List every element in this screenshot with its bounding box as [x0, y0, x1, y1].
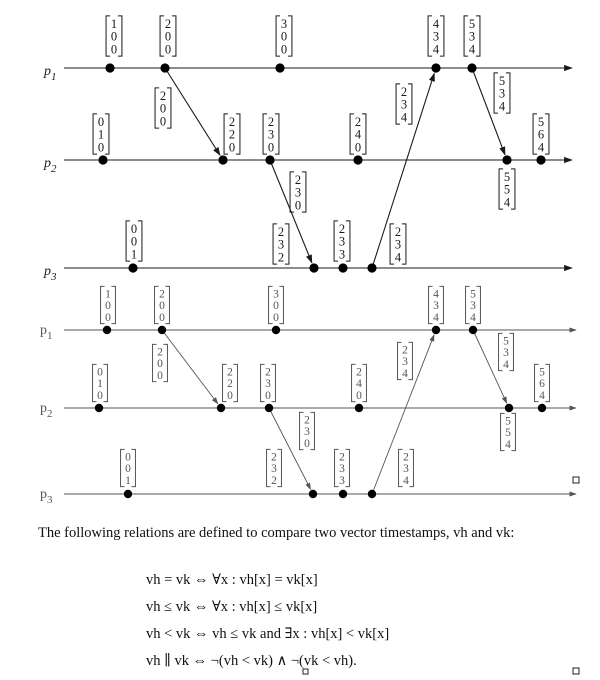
vector-component: 3 [470, 300, 476, 313]
vector-component: 1 [105, 288, 111, 301]
bracket-left [267, 449, 271, 486]
vector-component: 5 [539, 366, 545, 379]
event-dot-e34 [367, 263, 376, 272]
vector-component: 4 [505, 438, 511, 451]
event-dot-e21 [98, 155, 107, 164]
vector-component: 0 [130, 234, 138, 249]
vector-component: 3 [400, 97, 408, 112]
bracket-right [402, 224, 406, 264]
event-vector-e23 [263, 114, 279, 154]
bracket-right [511, 413, 515, 450]
event-vector-e24 [350, 114, 366, 154]
vector-component: 0 [110, 42, 118, 57]
end-mark [573, 477, 579, 483]
event-dot-e11 [103, 326, 111, 334]
vector-component: 0 [157, 369, 163, 382]
bracket-left [352, 364, 356, 401]
bracket-left [101, 286, 105, 323]
vector-component: 3 [338, 234, 346, 249]
vector-component: 2 [402, 344, 408, 357]
vector-component: 0 [354, 140, 362, 155]
vector-component: 2 [159, 288, 165, 301]
vector-component: 3 [468, 29, 476, 44]
message-vector [499, 333, 514, 370]
bracket-left [153, 344, 157, 381]
vector-component: 4 [468, 42, 476, 57]
bracket-right [476, 286, 480, 323]
end-mark-bottom [573, 668, 579, 674]
event-dot-e22 [218, 155, 227, 164]
bracket-right [545, 114, 549, 154]
event-vector-e21 [93, 364, 108, 401]
bracket-right [279, 286, 283, 323]
bracket-left [335, 449, 339, 486]
event-dot-e12 [158, 326, 166, 334]
event-dot-e22 [217, 404, 225, 412]
bracket-right [545, 364, 549, 401]
event-vector-e32 [267, 449, 282, 486]
event-dot-e26 [536, 155, 545, 164]
vector-component: 4 [356, 378, 362, 391]
bracket-right [408, 84, 412, 124]
bracket-left [533, 114, 537, 154]
vector-component: 4 [470, 311, 476, 324]
event-vector-e25 [499, 169, 515, 209]
bracket-left [499, 333, 503, 370]
event-dot-e14 [432, 326, 440, 334]
bracket-right [440, 16, 444, 56]
intro-paragraph: The following relations are defined to compare two vector timestamps, vh and vk: [38, 525, 515, 541]
vector-component: 4 [432, 16, 440, 31]
bracket-left [106, 16, 110, 56]
vector-component: 2 [164, 16, 172, 31]
vector-component: 0 [159, 101, 167, 116]
event-dot-e15 [469, 326, 477, 334]
bracket-left [269, 286, 273, 323]
vector-component: 5 [503, 182, 511, 197]
vector-component: 3 [339, 463, 345, 476]
event-vector-e15 [466, 286, 481, 323]
process-label-p1: $p_1$ [44, 64, 57, 83]
vector-component: 4 [503, 358, 509, 371]
vector-component: 0 [280, 42, 288, 57]
bracket-right [476, 16, 480, 56]
event-vector-e12 [160, 16, 176, 56]
vector-component: 4 [403, 474, 409, 487]
bracket-right [275, 114, 279, 154]
message-vector [398, 342, 413, 379]
bracket-right [288, 16, 292, 56]
vector-component: 2 [265, 366, 271, 379]
relation-equal: vh = vk ⇔ ∀x : vh[x] = vk[x] [146, 572, 318, 588]
event-dot-e12 [160, 63, 169, 72]
event-vector-e11 [106, 16, 122, 56]
vector-component: 0 [164, 42, 172, 57]
vector-component: 0 [280, 29, 288, 44]
vector-component: 5 [537, 114, 545, 129]
vector-component: 3 [273, 288, 279, 301]
event-vector-e34 [390, 224, 406, 264]
bracket-right [409, 449, 413, 486]
event-dot-e31 [128, 263, 137, 272]
vector-component: 4 [354, 127, 362, 142]
event-dot-e25 [502, 155, 511, 164]
message-vector [396, 84, 412, 124]
bracket-right [302, 172, 306, 212]
bracket-left [224, 114, 228, 154]
vector-component: 1 [130, 247, 138, 262]
bracket-left [535, 364, 539, 401]
vector-component: 4 [433, 288, 439, 301]
vector-component: 4 [432, 42, 440, 57]
vector-component: 2 [277, 250, 285, 265]
event-dot-e11 [105, 63, 114, 72]
event-vector-e33 [334, 221, 350, 261]
bracket-right [118, 16, 122, 56]
vector-component: 3 [394, 237, 402, 252]
vector-component: 0 [97, 140, 105, 155]
event-vector-e31 [121, 449, 136, 486]
bracket-left [396, 84, 400, 124]
bracket-right [236, 114, 240, 154]
event-vector-e15 [464, 16, 480, 56]
event-dot-e34 [368, 490, 376, 498]
process-label-p2: $p_2$ [40, 401, 53, 420]
vector-component: 3 [498, 86, 506, 101]
bracket-right [506, 73, 510, 113]
vector-component: 2 [294, 172, 302, 187]
vector-component: 0 [159, 311, 165, 324]
vector-component: 3 [402, 356, 408, 369]
event-dot-e24 [355, 404, 363, 412]
vector-component: 3 [304, 426, 310, 439]
vector-component: 0 [125, 451, 131, 464]
vector-component: 4 [539, 389, 545, 402]
bracket-left [273, 224, 277, 264]
bracket-left [155, 286, 159, 323]
bracket-right [131, 449, 135, 486]
vector-component: 0 [273, 300, 279, 313]
vector-component: 2 [277, 224, 285, 239]
diagram-top [43, 16, 572, 283]
bracket-left [276, 16, 280, 56]
vector-component: 3 [294, 185, 302, 200]
bracket-right [346, 221, 350, 261]
bracket-right [103, 364, 107, 401]
event-vector-e14 [429, 286, 444, 323]
vector-component: 3 [271, 463, 277, 476]
bracket-right [345, 449, 349, 486]
bracket-left [494, 73, 498, 113]
bracket-left [334, 221, 338, 261]
message-vector [290, 172, 306, 212]
vector-component: 4 [433, 311, 439, 324]
bracket-right [167, 88, 171, 128]
bracket-left [350, 114, 354, 154]
message-arrow [162, 330, 218, 404]
bracket-right [509, 333, 513, 370]
bracket-right [105, 114, 109, 154]
event-dot-e31 [124, 490, 132, 498]
vector-component: 3 [339, 474, 345, 487]
relation-less: vh < vk ⇔ vh ≤ vk and ∃x : vh[x] < vk[x] [146, 626, 390, 642]
vector-component: 0 [105, 300, 111, 313]
bracket-left [501, 413, 505, 450]
bracket-left [155, 88, 159, 128]
vector-component: 0 [265, 389, 271, 402]
vector-component: 0 [304, 437, 310, 450]
vector-component: 0 [273, 311, 279, 324]
vector-component: 5 [468, 16, 476, 31]
process-label-p3: $p_3$ [40, 487, 53, 506]
vector-component: 2 [267, 114, 275, 129]
vector-component: 2 [228, 127, 236, 142]
bracket-right [511, 169, 515, 209]
vector-component: 6 [537, 127, 545, 142]
bracket-right [285, 224, 289, 264]
vector-component: 1 [125, 474, 131, 487]
vector-component: 2 [271, 451, 277, 464]
vector-component: 5 [498, 73, 506, 88]
event-dot-e13 [275, 63, 284, 72]
message-vector [155, 88, 171, 128]
vector-component: 2 [338, 221, 346, 236]
event-dot-e33 [338, 263, 347, 272]
event-dot-e14 [431, 63, 440, 72]
bracket-left [466, 286, 470, 323]
vector-component: 5 [505, 427, 511, 440]
vector-component: 0 [97, 389, 103, 402]
bracket-left [300, 412, 304, 449]
bracket-left [399, 449, 403, 486]
event-dot-e33 [339, 490, 347, 498]
vector-component: 3 [433, 300, 439, 313]
vector-component: 3 [265, 378, 271, 391]
bracket-left [398, 342, 402, 379]
vector-component: 4 [503, 195, 511, 210]
event-vector-e14 [428, 16, 444, 56]
vector-component: 0 [159, 114, 167, 129]
vector-component: 2 [228, 114, 236, 129]
vector-component: 0 [164, 29, 172, 44]
bracket-left [464, 16, 468, 56]
event-dot-e15 [467, 63, 476, 72]
event-vector-e21 [93, 114, 109, 154]
process-label-p2: $p_2$ [44, 156, 57, 175]
vector-component: 0 [227, 389, 233, 402]
event-vector-e12 [155, 286, 170, 323]
vector-component: 2 [403, 451, 409, 464]
vector-component: 3 [338, 247, 346, 262]
vector-component: 0 [125, 463, 131, 476]
event-dot-e13 [272, 326, 280, 334]
vector-component: 0 [130, 221, 138, 236]
bracket-left [263, 114, 267, 154]
bracket-right [439, 286, 443, 323]
event-vector-e24 [352, 364, 367, 401]
event-vector-e13 [269, 286, 284, 323]
relation-concurrent: vh ∥ vk ⇔ ¬(vh < vk) ∧ ¬(vk < vh). [146, 653, 357, 669]
bracket-right [111, 286, 115, 323]
vector-component: 5 [503, 169, 511, 184]
vector-component: 2 [356, 366, 362, 379]
vector-component: 0 [294, 198, 302, 213]
vector-component: 2 [304, 414, 310, 427]
bracket-left [261, 364, 265, 401]
event-vector-e22 [223, 364, 238, 401]
event-vector-e32 [273, 224, 289, 264]
event-dot-e26 [538, 404, 546, 412]
bracket-right [138, 221, 142, 261]
event-vector-e34 [399, 449, 414, 486]
bracket-left [121, 449, 125, 486]
vector-component: 0 [159, 300, 165, 313]
vector-component: 3 [280, 16, 288, 31]
bracket-left [93, 114, 97, 154]
bracket-right [408, 342, 412, 379]
relations-list [146, 572, 389, 680]
event-dot-e25 [505, 404, 513, 412]
vector-component: 2 [354, 114, 362, 129]
vector-component: 2 [400, 84, 408, 99]
event-dot-e23 [265, 404, 273, 412]
vector-component: 2 [339, 451, 345, 464]
vector-component: 2 [157, 346, 163, 359]
event-vector-e26 [535, 364, 550, 401]
event-vector-e11 [101, 286, 116, 323]
vector-component: 4 [537, 140, 545, 155]
vector-component: 2 [271, 474, 277, 487]
vector-component: 0 [157, 358, 163, 371]
relation-less-equal: vh ≤ vk ⇔ ∀x : vh[x] ≤ vk[x] [146, 599, 318, 615]
vector-component: 0 [356, 389, 362, 402]
vector-component: 0 [97, 366, 103, 379]
vector-component: 6 [539, 378, 545, 391]
vector-component: 3 [403, 463, 409, 476]
vector-component: 2 [159, 88, 167, 103]
vector-component: 1 [97, 127, 105, 142]
vector-component: 0 [267, 140, 275, 155]
bracket-right [163, 344, 167, 381]
bracket-right [277, 449, 281, 486]
vector-component: 0 [97, 114, 105, 129]
message-vector [300, 412, 315, 449]
bracket-left [223, 364, 227, 401]
vector-component: 3 [503, 347, 509, 360]
vector-component: 1 [110, 16, 118, 31]
bracket-right [362, 114, 366, 154]
message-arrow [165, 68, 220, 155]
bracket-left [160, 16, 164, 56]
vector-component: 0 [105, 311, 111, 324]
bracket-left [126, 221, 130, 261]
bracket-left [290, 172, 294, 212]
event-vector-e22 [224, 114, 240, 154]
vector-component: 5 [470, 288, 476, 301]
vector-component: 0 [110, 29, 118, 44]
bracket-left [429, 286, 433, 323]
vector-component: 0 [228, 140, 236, 155]
event-dot-e21 [95, 404, 103, 412]
vector-component: 3 [267, 127, 275, 142]
event-vector-e13 [276, 16, 292, 56]
vector-component: 4 [394, 250, 402, 265]
process-label-p3: $p_3$ [44, 264, 57, 283]
bracket-left [428, 16, 432, 56]
event-vector-e23 [261, 364, 276, 401]
vector-component: 1 [97, 378, 103, 391]
bracket-left [390, 224, 394, 264]
vector-component: 3 [277, 237, 285, 252]
event-dot-e23 [265, 155, 274, 164]
vector-component: 2 [227, 366, 233, 379]
event-vector-e31 [126, 221, 142, 261]
event-dot-e32 [309, 490, 317, 498]
bracket-right [165, 286, 169, 323]
message-vector [153, 344, 168, 381]
vector-component: 3 [432, 29, 440, 44]
vector-component: 2 [227, 378, 233, 391]
event-vector-e33 [335, 449, 350, 486]
bracket-right [271, 364, 275, 401]
bracket-right [233, 364, 237, 401]
diagram-bottom [40, 286, 576, 506]
vector-component: 4 [402, 367, 408, 380]
message-arrow [473, 330, 507, 403]
vector-component: 5 [505, 415, 511, 428]
event-dot-e24 [353, 155, 362, 164]
vector-component: 5 [503, 335, 509, 348]
bracket-right [362, 364, 366, 401]
process-label-p1: $p_1$ [40, 323, 53, 342]
bracket-right [310, 412, 314, 449]
event-dot-e32 [309, 263, 318, 272]
bracket-right [172, 16, 176, 56]
message-vector [494, 73, 510, 113]
vector-component: 2 [394, 224, 402, 239]
event-vector-e25 [501, 413, 516, 450]
vector-component: 4 [400, 110, 408, 125]
vector-component: 4 [498, 99, 506, 114]
event-vector-e26 [533, 114, 549, 154]
bracket-left [499, 169, 503, 209]
bracket-left [93, 364, 97, 401]
